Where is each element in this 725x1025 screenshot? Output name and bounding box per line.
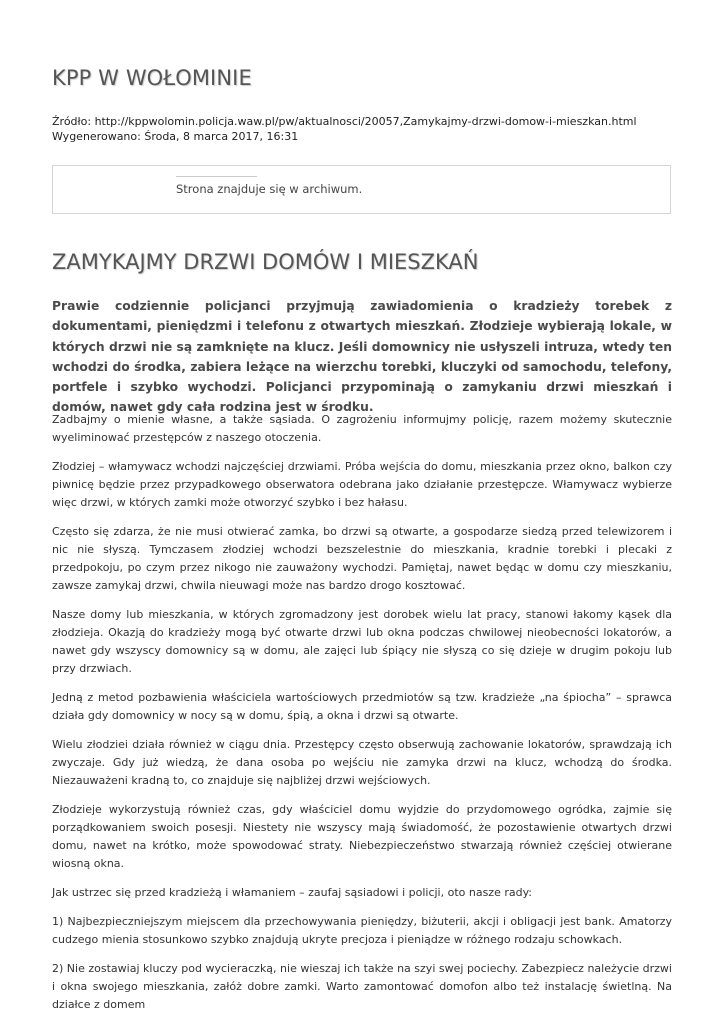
article-paragraph: Złodzieje wykorzystują również czas, gdy właściciel domu wyjdzie do przydomowego ogródka, zajmie się porządkowaniem swoich posesji. Niestety nie wszyscy mają świadomość, że pozostawienie otwartych drzwi domu, nawet na krótko, może spowodować straty. Niebezpieczeństwo stwarzają również częściej otwierane wiosną okna. [52, 803, 672, 870]
source-url: Źródło: http://kppwolomin.policja.waw.pl/pw/aktualnosci/20057,Zamykajmy-drzwi-domow-i-mieszkan.html [52, 115, 637, 128]
archive-notice-text: Strona znajduje się w archiwum. [176, 182, 363, 196]
article-paragraph: Jak ustrzec się przed kradzieżą i włamaniem – zaufaj sąsiadowi i policji, oto nasze rady: [52, 886, 533, 899]
article-lead: Prawie codziennie policjanci przyjmują zawiadomienia o kradzieży torebek z dokumentami, pieniędzmi i telefonu z otwartych mieszkań. Złodzieje wybierają lokale, w których drzwi nie są zamknięte na klucz. Jeśli domownicy nie usłyszeli intruza, wtedy ten wchodzi do środka, zabiera leżące na wierzchu torebki, kluczyki od samochodu, telefony, portfele i szybko wychodzi. Policjanci przypominają o zamykaniu drzwi mieszkań i domów, nawet gdy cała rodzina jest w środku. [52, 299, 672, 415]
article-body [52, 411, 672, 1025]
archive-notice-box [52, 165, 671, 214]
article-paragraph: 1) Najbezpieczniejszym miejscem dla przechowywania pieniędzy, biżuterii, akcji i obligacji jest bank. Amatorzy cudzego mienia stosunkowo szybko znajdują ukryte precjoza i pieniądze w różnego rodzaju schowkach. [52, 915, 672, 946]
article-paragraph: Nasze domy lub mieszkania, w których zgromadzony jest dorobek wielu lat pracy, stanowi łakomy kąsek dla złodzieja. Okazją do kradzieży mogą być otwarte drzwi lub okna podczas chwilowej nieobecności lokatorów, a nawet gdy wszyscy domownicy są w domu, ale zajęci lub śpiący nie słyszą co się dzieje w drugim pokoju lub przy drzwiach. [52, 608, 672, 675]
site-title: KPP W WOŁOMINIE [52, 66, 252, 90]
article-paragraph: Często się zdarza, że nie musi otwierać zamka, bo drzwi są otwarte, a gospodarze siedzą przed telewizorem i nic nie słyszą. Tymczasem złodziej wchodzi bezszelestnie do mieszkania, kradnie torebki i plecaki z przedpokoju, po czym przez nikogo nie zauważony wychodzi. Pamiętaj, nawet będąc w domu czy mieszkaniu, zawsze zamykaj drzwi, chwila nieuwagi może nas bardzo drogo kosztować. [52, 525, 672, 592]
document-meta [52, 114, 637, 144]
article-paragraph: Zadbajmy o mienie własne, a także sąsiada. O zagrożeniu informujmy policję, razem możemy skutecznie wyeliminować przestępców z naszego otoczenia. [52, 413, 672, 444]
article-paragraph: 2) Nie zostawiaj kluczy pod wycieraczką, nie wieszaj ich także na szyi swej pociechy. Zabezpiecz należycie drzwi i okna swojego mieszkania, załóż dobre zamki. Warto zamontować domofon albo też instalację świetlną. Na działce z domem [52, 962, 672, 1011]
article-paragraph: Jedną z metod pozbawienia właściciela wartościowych przedmiotów są tzw. kradzieże „na śpiocha” – sprawca działa gdy domownicy w nocy są w domu, śpią, a okna i drzwi są otwarte. [52, 691, 672, 722]
article-title: ZAMYKAJMY DRZWI DOMÓW I MIESZKAŃ [52, 250, 479, 274]
article-paragraph: Wielu złodziei działa również w ciągu dnia. Przestępcy często obserwują zachowanie lokatorów, sprawdzają ich zwyczaje. Gdy już wiedzą, że dana osoba po wejściu nie zamyka drzwi na klucz, wchodzą do środka. Niezauważeni kradną to, co znajduje się najbliżej drzwi wejściowych. [52, 738, 672, 787]
article-paragraph: Złodziej – włamywacz wchodzi najczęściej drzwiami. Próba wejścia do domu, mieszkania przez okno, balkon czy piwnicę będzie przez przypadkowego obserwatora odebrana jako działanie przestępcze. Włamywacz wybierze więc drzwi, w których zamki może otworzyć szybko i bez hałasu. [52, 460, 672, 509]
archive-notice-rule [176, 176, 257, 177]
generated-date: Wygenerowano: Środa, 8 marca 2017, 16:31 [52, 130, 299, 143]
